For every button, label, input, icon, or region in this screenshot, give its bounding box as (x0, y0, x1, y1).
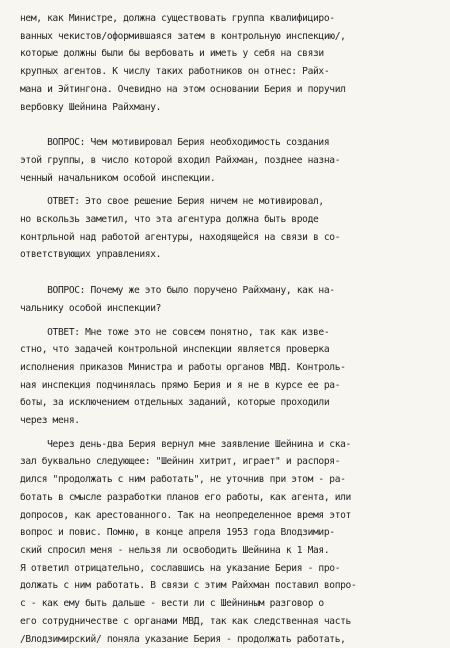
text-line: дился "продолжать с ним работать", не уточнив при этом - ра- (20, 471, 440, 489)
text-line: контрльной над работой агентуры, находящейся на связи в со- (20, 229, 440, 247)
text-line: исполнения приказов Министра и работы органов МВД. Контроль- (20, 359, 440, 377)
text-line: /Влодзимирский/ поняла указание Берия - продолжать работать, (20, 631, 440, 648)
paragraph-intro (20, 10, 440, 116)
text-line: чальнику особой инспекции? (20, 300, 440, 318)
text-line: с - как ему быть дальше - вести ли с Шейниным разговор о (20, 595, 440, 613)
text-line: ВОПРОС: Почему же это было поручено Райхману, как на- (20, 282, 440, 300)
text-line: ВОПРОС: Чем мотивировал Берия необходимость создания (20, 134, 440, 152)
text-line: нем, как Министре, должна существовать группа квалифициро- (20, 10, 440, 28)
text-line: ответствующих управлениях. (20, 246, 440, 264)
text-line: мана и Эйтингона. Очевидно на этом основании Берия и поручил (20, 81, 440, 99)
text-line: допросов, как арестованного. Так на неопределенное время этот (20, 507, 440, 525)
text-line: но вскользь заметил, что эта агентура должна быть вроде (20, 211, 440, 229)
paragraph-question-2 (20, 282, 440, 317)
text-line: этой группы, в число которой входил Райхман, позднее назна- (20, 152, 440, 170)
text-line: ОТВЕТ: Мне тоже это не совсем понятно, так как изве- (20, 324, 440, 342)
text-line: должать с ним работать. В связи с этим Райхман поставил вопро- (20, 577, 440, 595)
paragraph-question-1 (20, 134, 440, 187)
text-line: Я ответил отрицательно, сославшись на указание Берия - про- (20, 560, 440, 578)
text-line: Через день-два Берия вернул мне заявление Шейнина и ска- (20, 436, 440, 454)
text-line: ботать в смысле разработки планов его работы, как агента, или (20, 489, 440, 507)
text-line: крупных агентов. К числу таких работников он отнес: Райх- (20, 63, 440, 81)
text-line: зал буквально следующее: "Шейнин хитрит, играет" и распоря- (20, 453, 440, 471)
text-line: ная инспекция подчинялась прямо Берия и я не в курсе ее ра- (20, 377, 440, 395)
paragraph-answer-2 (20, 324, 440, 430)
paragraph-answer-1 (20, 193, 440, 264)
text-line: ский спросил меня - нельзя ли освободить Шейнина к 1 Мая. (20, 542, 440, 560)
text-line: ОТВЕТ: Это свое решение Берия ничем не мотивировал, (20, 193, 440, 211)
text-line: стно, что задачей контрольной инспекции является проверка (20, 341, 440, 359)
text-line: ченный начальником особой инспекции. (20, 170, 440, 188)
text-line: ванных чекистов/оформившаяся затем в контрольную инспекцию/, (20, 28, 440, 46)
text-line: которые должны были бы вербовать и иметь у себя на связи (20, 45, 440, 63)
text-line: вопрос и повис. Помню, в конце апреля 1953 года Влодзимир- (20, 524, 440, 542)
text-line: его сотрудничестве с органами МВД, так как следственная часть (20, 613, 440, 631)
paragraph-narrative (20, 436, 440, 648)
text-line: боты, за исключением отдельных заданий, которые проходили (20, 394, 440, 412)
text-line: вербовку Шейнина Райхману. (20, 99, 440, 117)
text-line: через меня. (20, 412, 440, 430)
